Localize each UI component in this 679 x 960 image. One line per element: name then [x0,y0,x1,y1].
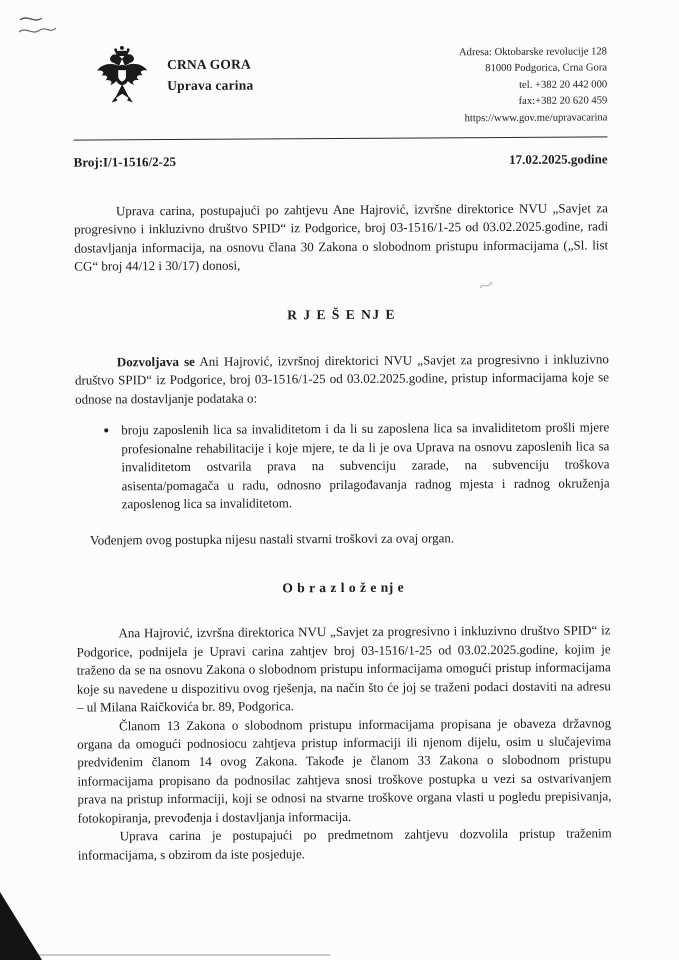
resolution-title: R J E Š E NJ E [287,306,397,323]
website-line: https://www.gov.me/upravacarina [464,111,608,124]
address-line: Adresa: Oktobarske revolucije 128 [458,46,608,59]
explanation-paragraph-2: Članom 13 Zakona o slobodnom pristupu informacijama propisana je obaveza državnog organa da omogući podnosiocu zahtjeva pristup informaciji ili njenom dijelu, osim u slučajevima predviđenim članom 14 ovog Zakona. Takođe je članom 33 Zakona o slobodnom pristupu informacijama propisano da podnosilac zahtjeva snosi troškove postupka u vezi sa ostvarivanjem prava na pristup informaciji, koji se odnosi na stvarne troškove organa vlasti u pogledu prepisivanja, fotokopiranja, prevođenja i dostavljanja informacija. [77,714,612,826]
decision-rest: Ani Hajrović, izvršnoj direktorici NVU „Savjet za progresivno i inkluzivno društvo SPID“ iz Podgorice, broj 03-1516/1-25 od 03.02.2025.godine, pristup informacijama koje se odnose na dostavljanje podataka o: [74,351,610,407]
explanation-paragraph-3: Uprava carina je postupajući po predmetnom zahtjevu dozvolila pristup traženim informacijama, s obzirom da iste posjeduje. [77,825,612,863]
org-name: CRNA GORA [166,56,252,73]
coat-of-arms-icon [93,43,151,113]
address-line: fax:+382 20 620 459 [518,95,608,108]
decision-paragraph [75,350,609,409]
scan-edge-artifact [0,954,330,956]
costs-paragraph: Vođenjem ovog postupka nijesu nastali stvarni troškovi za ovaj organ. [89,529,455,548]
address-line: tel. +382 20 442 000 [519,79,608,91]
meta-row [74,151,608,170]
document-body [74,199,612,864]
header-divider [74,136,608,140]
bullet-list [75,419,610,515]
explanation-paragraph-1: Ana Hajrović, izvršna direktorica NVU „Savjet za progresivno i inkluzivno društvo SPID“ iz Podgorice, podnijela je Upravi carina zahtjev broj 03-1516/1-25 od 03.02.2025.godine, kojim je traženo da se na osnovu Zakona o slobodnom pristupu informacijama omogući pristup informacijama koje su navedene u dispozitivu ovog rješenja, na način što će joj se traženi podaci dostaviti na adresu – ul Milana Raičkovića br. 89, Podgorica. [76,622,611,715]
explanation-title: O b r a z l o ž e nj e [282,579,405,596]
address-block [459,40,608,127]
document-date: 17.02.2025.godine [508,151,608,167]
decision-lead: Dozvoljava se [116,353,195,370]
org-unit: Uprava carina [167,77,254,93]
intro-paragraph: Uprava carina, postupajući po zahtjevu Ane Hajrović, izvršne direktorice NVU „Savjet za progresivno i inkluzivno društvo SPID“ iz Podgorice, broj 03-1516/1-25 od 03.02.2025.godine, radi dostavljanja informacija, na osnovu člana 30 Zakona o slobodnom pristupu informacijama („Sl. list CG“ broj 44/12 i 30/17) donosi, [74,200,609,275]
letterhead [73,40,608,129]
document-number: Broj:I/1-1516/2-25 [73,154,176,170]
bullet-item: • broju zaposlenih lica sa invaliditetom i da li su zaposlena lica sa invaliditetom prošli mjere profesionalne rehabilitacije i koje mjere, te da li je ova Uprava na osnovu zaposlenih lica sa invaliditetom ostvarila prava na subvenciju zarade, na subvenciju troškova asisenta/pomagača u radu, odnosno prilagođavanja radnog mjesta i radnog okruženja zaposlenog lica sa invaliditetom. [119,419,610,514]
organization-block [167,43,254,97]
scan-corner-artifact [0,892,42,960]
address-line: 81000 Podgorica, Crna Gora [485,62,608,75]
